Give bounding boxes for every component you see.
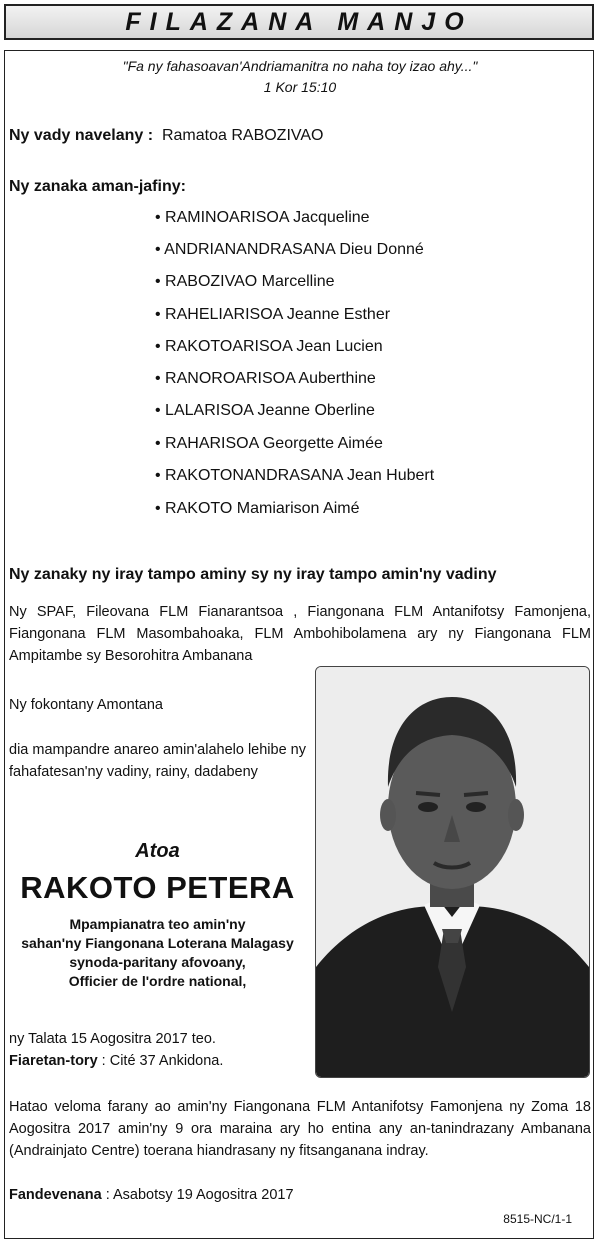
deceased-title-line: synoda-paritany afovoany, <box>69 954 246 970</box>
deceased-portrait <box>315 666 590 1078</box>
bible-reference: 1 Kor 15:10 <box>263 79 337 95</box>
deceased-title-line: Mpampianatra teo amin'ny <box>69 916 246 932</box>
portrait-illustration <box>316 667 589 1077</box>
widow-line <box>9 127 324 145</box>
header-title: FILAZANA MANJO <box>125 7 473 36</box>
child-item: • LALARISOA Jeanne Oberline <box>155 402 375 419</box>
relatives-label: Ny zanaky ny iray tampo aminy sy ny iray tampo amin'ny vadiny <box>9 566 497 583</box>
announcement-paragraph: dia mampandre anareo amin'alahelo lehibe ny fahafatesan'ny vadiny, rainy, dadabeny <box>9 742 306 780</box>
reference-code: 8515-NC/1-1 <box>503 1212 572 1226</box>
bible-quote: "Fa ny fahasoavan'Andriamanitra no naha toy izao ahy..." <box>122 58 478 74</box>
burial-line <box>9 1184 591 1206</box>
widow-name: Ramatoa RABOZIVAO <box>161 127 324 144</box>
header-banner <box>4 4 594 40</box>
churches-paragraph: Ny SPAF, Fileovana FLM Fianarantsoa , Fiangonana FLM Antanifotsy Famonjena, Fiangonana FLM Masombahoaka, FLM Ambohibolamena ary ny Fiangonana FLM Ampitambe sy Besorohitra Ambanana <box>9 604 591 664</box>
fokontany-line: Ny fokontany Amontana <box>9 697 163 713</box>
burial-value: : Asabotsy 19 Aogositra 2017 <box>101 1187 294 1203</box>
children-label: Ny zanaka aman-jafiny: <box>9 178 186 195</box>
child-item: • RAHARISOA Georgette Aimée <box>155 435 383 452</box>
deceased-titles <box>5 915 310 991</box>
residence-line <box>9 1050 309 1072</box>
widow-label: Ny vady navelany : <box>9 127 154 144</box>
child-item: • RANOROARISOA Auberthine <box>155 370 376 387</box>
child-item: • RABOZIVAO Marcelline <box>155 273 335 290</box>
child-item: • RAKOTONANDRASANA Jean Hubert <box>155 467 435 484</box>
deceased-title-line: Officier de l'ordre national, <box>68 973 247 989</box>
residence-label: Fiaretan-tory <box>9 1053 98 1069</box>
funeral-paragraph: Hatao veloma farany ao amin'ny Fiangonana FLM Antanifotsy Famonjena ny Zoma 18 Aogositra 2017 amin'ny 9 ora maraina ary ho entina any an-tanindrazany Ambanana (Andrainjato Centre) toerana hiandrasany ny fitsanganana indray. <box>9 1099 591 1159</box>
child-item: • RAKOTOARISOA Jean Lucien <box>155 338 383 355</box>
residence-value: : Cité 37 Ankidona. <box>97 1053 224 1069</box>
child-item: • RAMINOARISOA Jacqueline <box>155 209 370 226</box>
deceased-title-line: sahan'ny Fiangonana Loterana Malagasy <box>21 935 294 951</box>
deceased-prefix: Atoa <box>135 840 180 862</box>
child-item: • ANDRIANANDRASANA Dieu Donné <box>155 241 424 258</box>
death-date-line: ny Talata 15 Aogositra 2017 teo. <box>9 1031 216 1047</box>
child-item: • RAKOTO Mamiarison Aimé <box>155 500 360 517</box>
burial-label: Fandevenana <box>9 1187 102 1203</box>
child-item: • RAHELIARISOA Jeanne Esther <box>155 306 391 323</box>
deceased-name: RAKOTO PETERA <box>20 870 295 905</box>
